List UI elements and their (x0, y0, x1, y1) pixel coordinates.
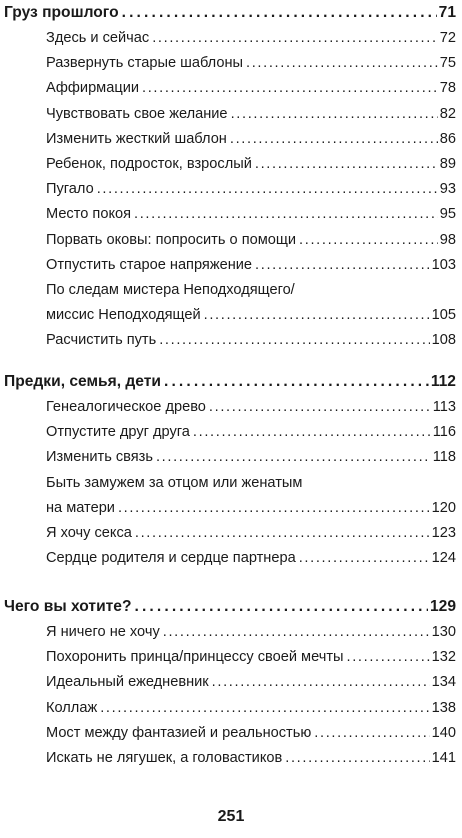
entry-page-number: 78 (439, 80, 456, 97)
section-title: Чего вы хотите? (4, 598, 132, 615)
entry-page-number: 98 (439, 231, 456, 248)
entry-page-number: 89 (439, 155, 456, 172)
leader-dots (156, 445, 431, 470)
entry-page-number: 103 (431, 256, 456, 273)
entry-title: Здесь и сейчас (46, 30, 150, 46)
entry-title: Коллаж (46, 699, 98, 716)
leader-dots (246, 51, 438, 76)
entry-title: Сердце родителя и сердце партнера (46, 550, 296, 567)
leader-dots (347, 645, 430, 670)
leader-dots (118, 496, 430, 521)
toc-section (4, 0, 456, 353)
leader-dots (135, 521, 430, 546)
entry-title-line1: Быть замужем за отцом или женатым (46, 474, 303, 491)
toc-entry (4, 228, 456, 253)
entry-page-number: 140 (431, 724, 456, 741)
leader-dots (135, 594, 428, 620)
toc-entry (4, 127, 456, 152)
toc-entry (4, 645, 456, 670)
toc-entry (4, 746, 456, 771)
section-title: Предки, семья, дети (4, 373, 161, 390)
entry-page-number: 108 (431, 332, 456, 349)
entry-title: Отпустить старое напряжение (46, 256, 253, 273)
toc-section (4, 594, 456, 771)
entry-page-number: 141 (431, 749, 456, 766)
section-page-number: 112 (430, 373, 456, 390)
leader-dots (164, 369, 429, 395)
entry-title: Расчистить путь (46, 332, 157, 349)
entry-page-number: 113 (432, 399, 456, 415)
entry-title: Развернуть старые шаблоны (46, 55, 243, 72)
leader-dots (255, 152, 438, 177)
toc-section-heading (4, 369, 456, 395)
entry-page-number: 82 (439, 105, 456, 122)
entry-title: Чувствовать свое желание (46, 105, 228, 122)
leader-dots (230, 127, 438, 152)
entry-page-number: 130 (431, 624, 456, 640)
entry-title: Пугало (46, 181, 94, 198)
toc-entry (4, 670, 456, 695)
leader-dots (314, 721, 429, 746)
entry-page-number: 118 (432, 449, 456, 466)
entry-title: Похоронить принца/принцессу своей мечты (46, 649, 344, 666)
entry-title: Мост между фантазией и реальностью (46, 724, 312, 741)
entry-title: Я хочу секса (46, 524, 132, 541)
toc-entry (4, 445, 456, 470)
leader-dots (255, 253, 430, 278)
entry-page-number: 138 (431, 699, 456, 716)
leader-dots (159, 328, 429, 353)
leader-dots (100, 696, 429, 721)
toc-section-heading (4, 0, 456, 26)
leader-dots (212, 670, 430, 695)
section-page-number: 71 (438, 4, 456, 21)
entry-page-number: 105 (431, 307, 456, 324)
entry-title: Место покоя (46, 206, 132, 223)
entry-title: Я ничего не хочу (46, 624, 160, 640)
entry-page-number: 123 (431, 524, 456, 541)
entry-page-number: 116 (432, 424, 456, 441)
entry-title: Порвать оковы: попросить о помощи (46, 231, 297, 248)
toc-entry (4, 521, 456, 546)
section-title: Груз прошлого (4, 4, 119, 21)
entry-title: миссис Неподходящей (46, 307, 201, 324)
leader-dots (231, 102, 438, 127)
toc-entry (4, 26, 456, 51)
leader-dots (209, 395, 431, 420)
entry-page-number: 75 (439, 55, 456, 72)
toc-entry-first-line (4, 471, 456, 496)
entry-title: Идеальный ежедневник (46, 674, 209, 691)
entry-title: Искать не лягушек, а головастиков (46, 749, 283, 766)
toc-entry (4, 202, 456, 227)
leader-dots (204, 303, 430, 328)
toc-entry (4, 102, 456, 127)
entry-page-number: 93 (439, 181, 456, 198)
toc-entry (4, 303, 456, 328)
entry-title: Генеалогическое древо (46, 399, 206, 415)
toc-entry (4, 496, 456, 521)
toc-entry (4, 420, 456, 445)
toc-entry (4, 620, 456, 645)
toc-entry (4, 253, 456, 278)
leader-dots (163, 620, 430, 645)
section-page-number: 129 (429, 598, 456, 615)
toc-entry (4, 696, 456, 721)
entry-title: Аффирмации (46, 80, 139, 97)
leader-dots (193, 420, 431, 445)
leader-dots (152, 26, 438, 51)
entry-page-number: 95 (439, 206, 456, 223)
entry-page-number: 134 (431, 674, 456, 691)
entry-page-number: 132 (431, 649, 456, 666)
toc-entry (4, 76, 456, 101)
leader-dots (142, 76, 438, 101)
entry-title-line1: По следам мистера Неподходящего/ (46, 281, 295, 298)
toc-entry (4, 177, 456, 202)
leader-dots (134, 202, 438, 227)
toc-entry (4, 395, 456, 420)
toc-entry (4, 721, 456, 746)
entry-page-number: 72 (439, 30, 456, 46)
page-number-footer: 251 (217, 808, 245, 825)
entry-title: Отпустите друг друга (46, 424, 190, 441)
entry-title: Изменить жесткий шаблон (46, 130, 227, 147)
toc-entry (4, 152, 456, 177)
leader-dots (299, 228, 438, 253)
toc-entry-first-line (4, 278, 456, 303)
toc-entry (4, 546, 456, 571)
entry-title: на матери (46, 499, 115, 516)
leader-dots (97, 177, 438, 202)
toc-entry (4, 328, 456, 353)
entry-title: Изменить связь (46, 449, 153, 466)
entry-page-number: 86 (439, 130, 456, 147)
leader-dots (299, 546, 430, 571)
entry-page-number: 120 (431, 499, 456, 516)
toc-section (4, 369, 456, 571)
toc-section-heading (4, 594, 456, 620)
leader-dots (285, 746, 429, 771)
leader-dots (122, 0, 437, 26)
toc-entry (4, 51, 456, 76)
entry-page-number: 124 (431, 550, 456, 567)
entry-title: Ребенок, подросток, взрослый (46, 155, 252, 172)
